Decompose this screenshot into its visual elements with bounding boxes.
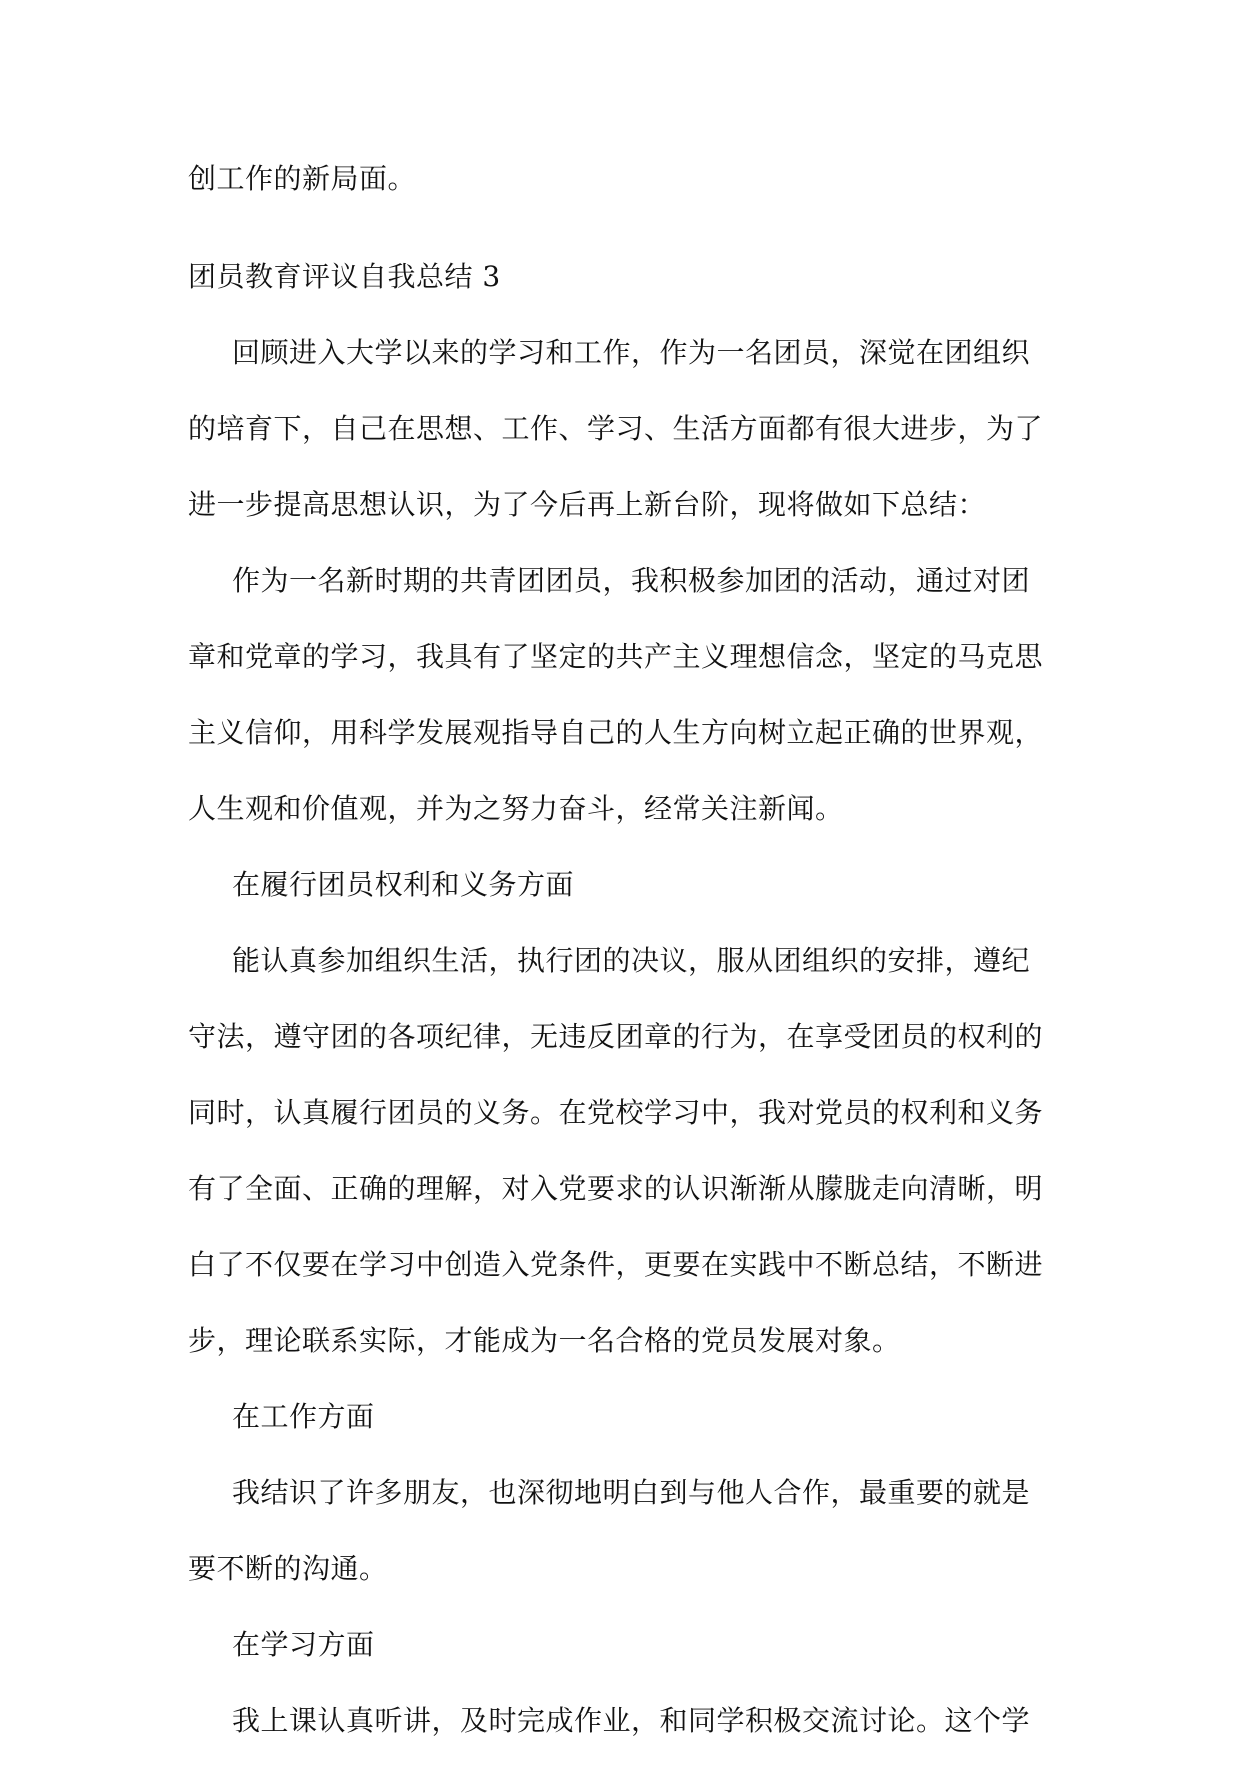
paragraph-line: 能认真参加组织生活，执行团的决议，服从团组织的安排，遵纪: [232, 944, 1031, 977]
paragraph-ideology: [188, 562, 1054, 828]
section-title: 团员教育评议自我总结 3: [188, 260, 501, 293]
document-body: [188, 160, 1054, 1778]
subheading-study: 在学习方面: [232, 1628, 375, 1661]
paragraph-line: 进一步提高思想认识，为了今后再上新台阶，现将做如下总结：: [188, 488, 987, 521]
subheading-rights-duties: 在履行团员权利和义务方面: [232, 868, 575, 901]
paragraph-work: [188, 1474, 1054, 1588]
paragraph-line: 的培育下，自己在思想、工作、学习、生活方面都有很大进步，为了: [188, 412, 1044, 445]
paragraph-line: 白了不仅要在学习中创造入党条件，更要在实践中不断总结，不断进: [188, 1248, 1044, 1281]
continuation-line: 创工作的新局面。: [188, 162, 417, 195]
paragraph-intro: [188, 334, 1054, 524]
paragraph-line: 回顾进入大学以来的学习和工作，作为一名团员，深觉在团组织: [232, 336, 1031, 369]
paragraph-line: 主义信仰，用科学发展观指导自己的人生方向树立起正确的世界观，: [188, 716, 1044, 749]
subheading-work: 在工作方面: [232, 1400, 375, 1433]
paragraph-line: 守法，遵守团的各项纪律，无违反团章的行为，在享受团员的权利的: [188, 1020, 1044, 1053]
paragraph-rights-duties: [188, 942, 1054, 1360]
paragraph-line: 我结识了许多朋友，也深彻地明白到与他人合作，最重要的就是: [232, 1476, 1031, 1509]
paragraph-line: 要不断的沟通。: [188, 1552, 388, 1585]
paragraph-line: 同时，认真履行团员的义务。在党校学习中，我对党员的权利和义务: [188, 1096, 1044, 1129]
paragraph-line: 章和党章的学习，我具有了坚定的共产主义理想信念，坚定的马克思: [188, 640, 1044, 673]
paragraph-line: 步，理论联系实际，才能成为一名合格的党员发展对象。: [188, 1324, 901, 1357]
paragraph-study: [188, 1702, 1054, 1740]
paragraph-line: 人生观和价值观，并为之努力奋斗，经常关注新闻。: [188, 792, 844, 825]
paragraph-line: 我上课认真听讲，及时完成作业，和同学积极交流讨论。这个学: [232, 1704, 1031, 1737]
paragraph-line: 有了全面、正确的理解，对入党要求的认识渐渐从朦胧走向清晰，明: [188, 1172, 1044, 1205]
paragraph-line: 作为一名新时期的共青团团员，我积极参加团的活动，通过对团: [232, 564, 1031, 597]
